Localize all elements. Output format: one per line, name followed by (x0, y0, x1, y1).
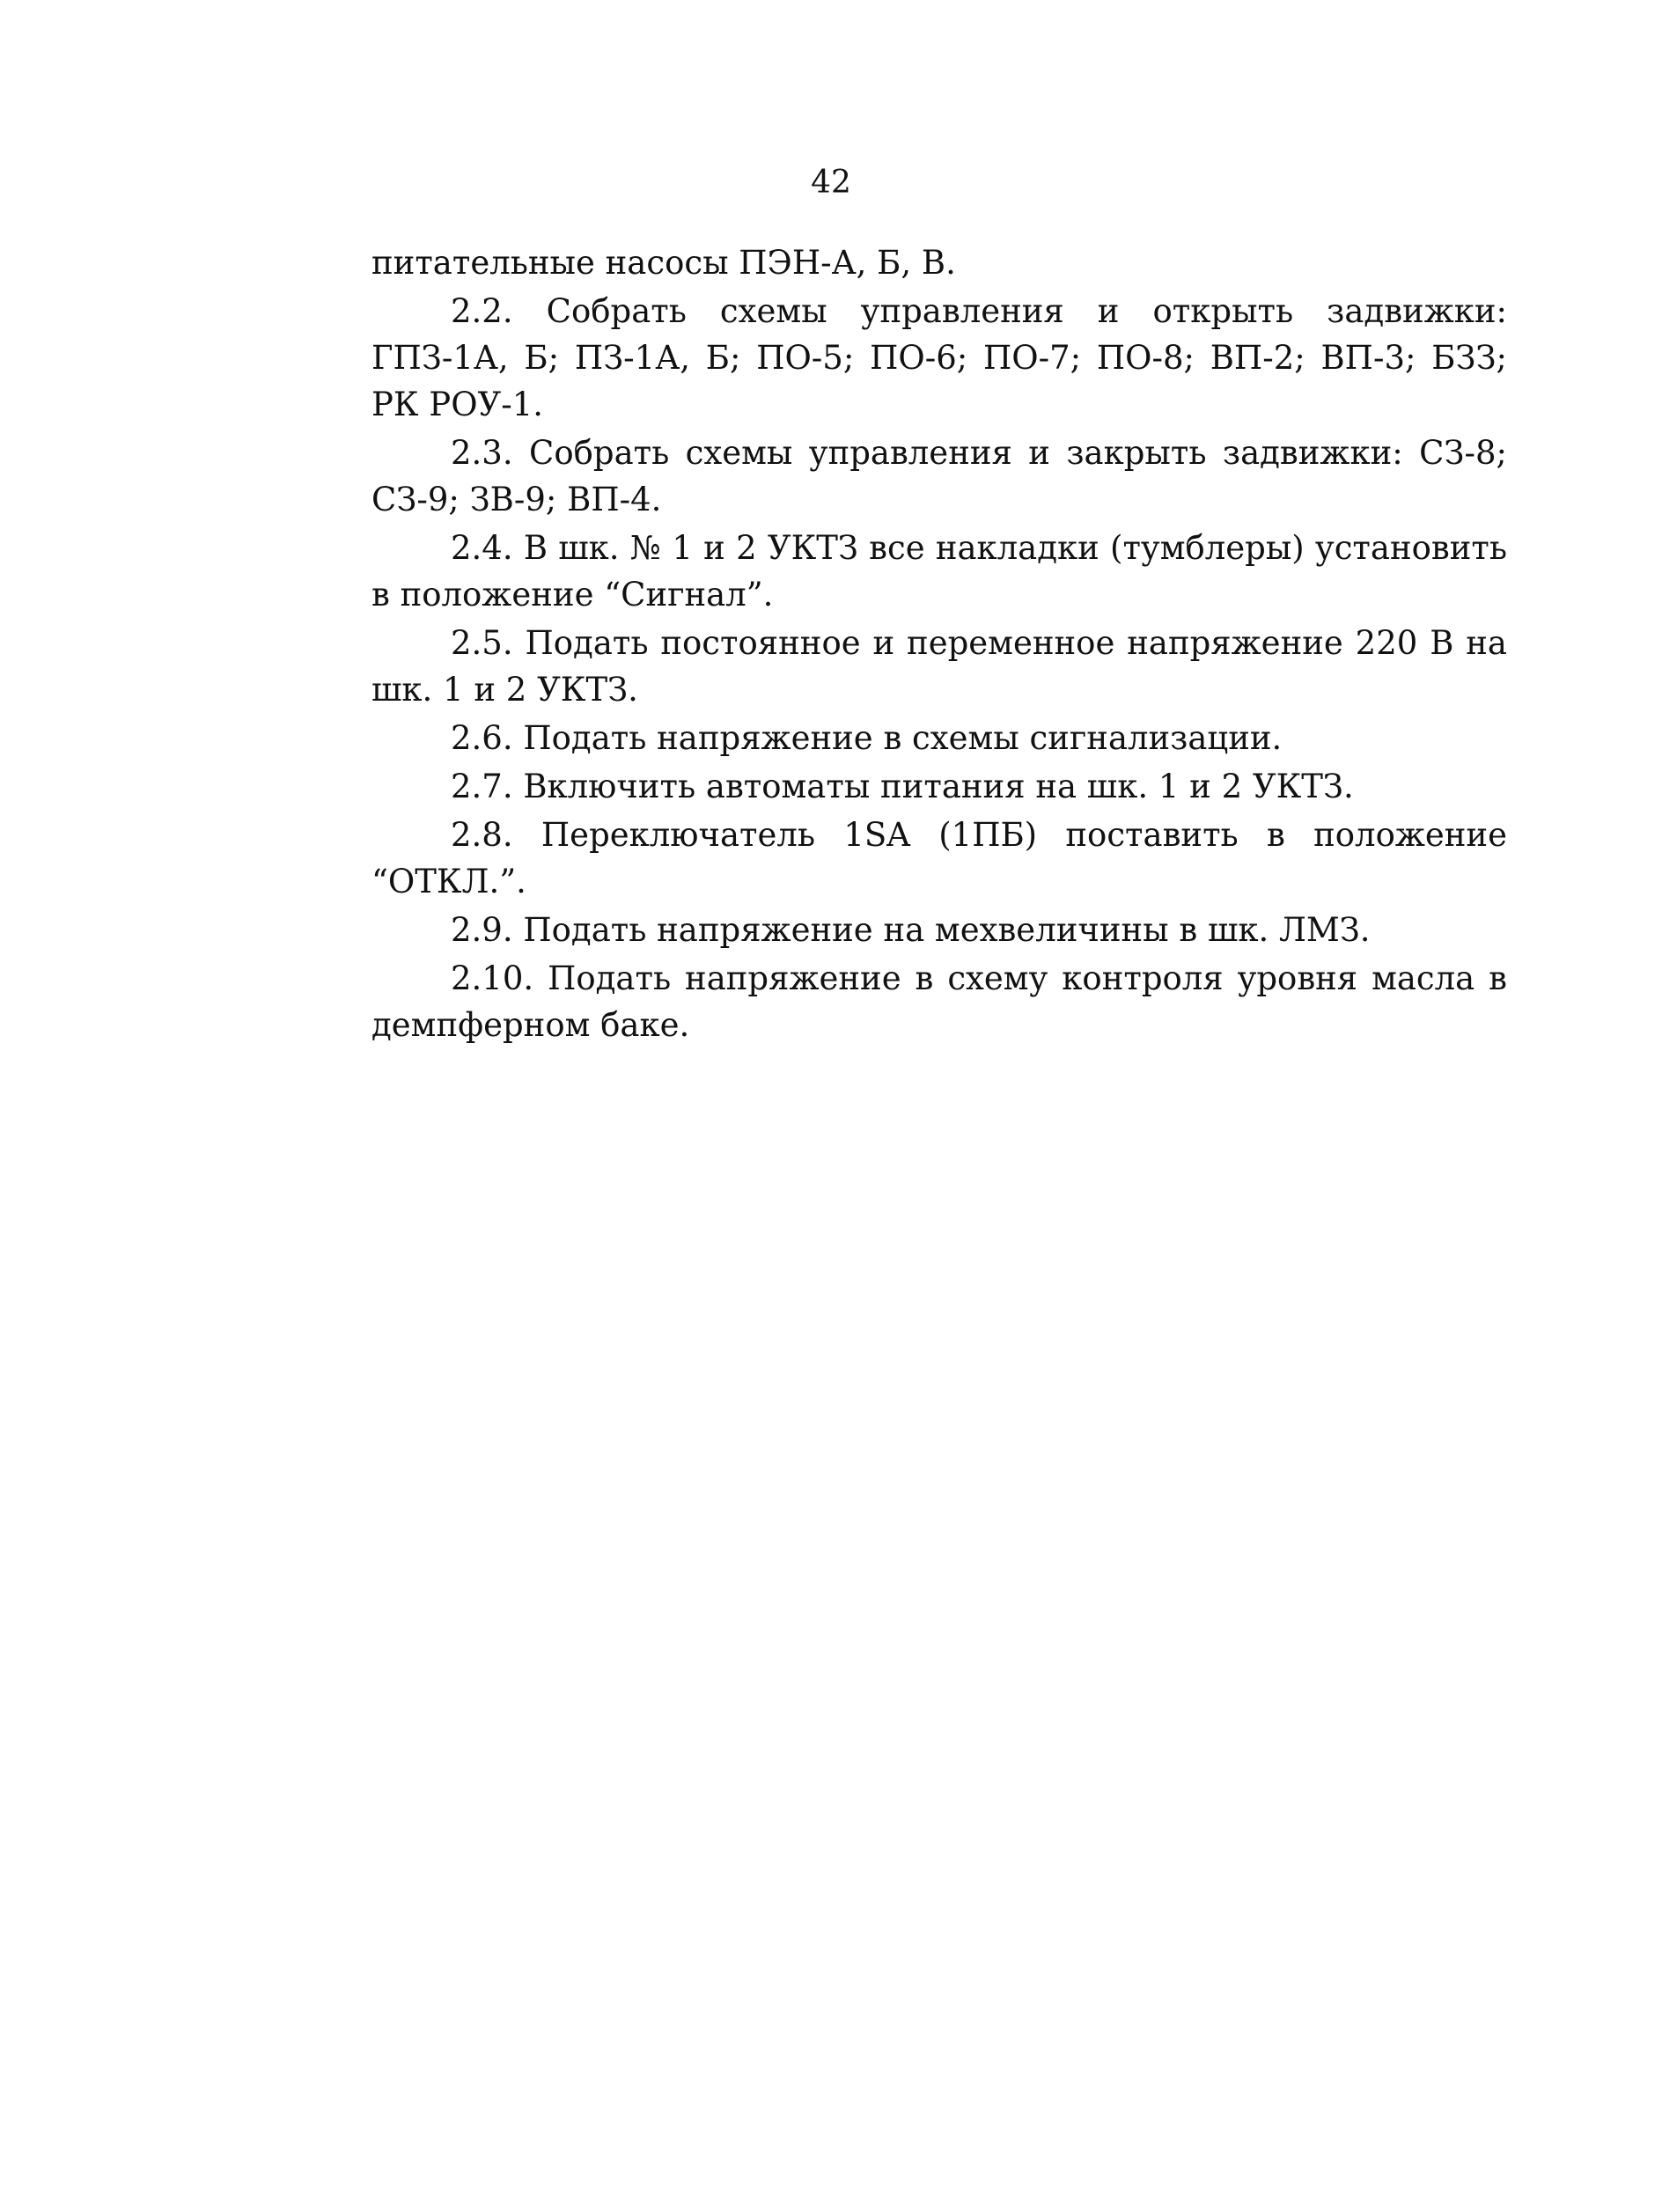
page-number: 42 (811, 165, 851, 201)
paragraph-2-10: 2.10. Подать напряжение в схему контроля уровня масла в демпферном баке. (371, 959, 1507, 1044)
paragraph-2-4: 2.4. В шк. № 1 и 2 УКТЗ все накладки (тумблеры) установить в положение “Сигнал”. (371, 529, 1507, 614)
paragraph-2-2: 2.2. Собрать схемы управления и открыть задвижки: ГПЗ-1А, Б; ПЗ-1А, Б; ПО-5; ПО-6; ПО-7; ПО-8; ВП-2; ВП-3; БЗЗ; РК РОУ-1. (371, 292, 1507, 423)
paragraph-continuation: питательные насосы ПЭН-А, Б, В. (371, 244, 956, 282)
document-body (371, 239, 1507, 1050)
paragraph-2-6: 2.6. Подать напряжение в схемы сигнализации. (451, 719, 1283, 757)
paragraph-2-5: 2.5. Подать постоянное и переменное напряжение 220 В на шк. 1 и 2 УКТЗ. (371, 624, 1507, 709)
paragraph-2-3: 2.3. Собрать схемы управления и закрыть задвижки: СЗ-8; СЗ-9; ЗВ-9; ВП-4. (371, 434, 1507, 518)
paragraph-2-7: 2.7. Включить автоматы питания на шк. 1 и 2 УКТЗ. (451, 768, 1354, 805)
paragraph-2-9: 2.9. Подать напряжение на мехвеличины в шк. ЛМЗ. (451, 911, 1371, 949)
paragraph-2-8: 2.8. Переключатель 1SA (1ПБ) поставить в положение “ОТКЛ.”. (371, 816, 1507, 900)
